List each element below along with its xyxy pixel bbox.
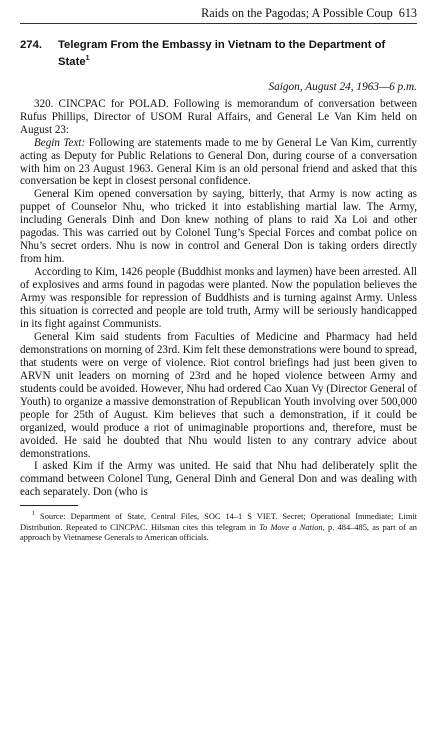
paragraph: According to Kim, 1426 people (Buddhist monks and laymen) have been arrested. All of explosives and arms found in pagodas were planted. Now the population believes the Army was responsible for repression of Buddhists and is turning against Army. Unless this situation is corrected and people are told truth, Army will be seriously handicapped in its fight against Communists.	[20, 266, 417, 330]
paragraph-text: Following are statements made to me by General Le Van Kim, currently acting as Deputy for Public Relations to General Don, during course of a conversation with him on 23 August 1963. General Kim is an old personal friend and asked that this conversation be kept in closest personal confidence.	[20, 136, 417, 188]
paragraph: I asked Kim if the Army was united. He said that Nhu had deliberately split the command between Colonel Tung, General Dinh and General Don and was dealing with each separately. Don (who is	[20, 460, 417, 499]
paragraph: General Kim opened conversation by saying, bitterly, that Army is now acting as puppet of Counselor Nhu, who tricked it into establishing martial law. The Army, including Generals Dinh and Don knew nothing of plans to raid Xa Loi and other pagodas. This was carried out by Colonel Tung’s Special Forces and combat police on Nhu’s secret orders. Nhu is now in control and General Don is taking orders directly from him.	[20, 188, 417, 266]
paragraph: General Kim said students from Faculties of Medicine and Pharmacy had held demonstrations on morning of 23rd. Kim felt these demonstrations were bound to spread, that students were on verge of violence. Riot control briefings had just been given to ARVN unit leaders on morning of 23rd and he hoped violence between Army and students could be avoided. However, Nhu had ordered Cao Xuan Vy (Director General of Youth) to organize a massive demonstration of Republican Youth involving over 500,000 people for 25th of August. Kim believes that such a demonstration, if it could be organized, would produce a riot of unimaginable proportions and, therefore, must be avoided. He said he doubted that Nhu would listen to any contrary advice about demonstrations.	[20, 330, 417, 460]
paragraph: 320. CINCPAC for POLAD. Following is memorandum of conversation between Rufus Phillips, Director of USOM Rural Affairs, and General Le Van Kim held on August 23:	[20, 97, 417, 136]
begin-text-label: Begin Text:	[34, 136, 86, 149]
footnote-book-title: To Move a Nation	[259, 522, 323, 532]
paragraph	[20, 137, 417, 189]
running-head	[20, 6, 417, 24]
footnote-text: Source: Department of State, Central Files, SOC 14–1 S VIET. Secret; Operational Immediate; Limit Distribution. Repeated to CINCPAC. Hilsman cites this telegram in	[20, 512, 417, 532]
footnote-text-end: , p. 484–485, as part of an approach by Vietnamese Generals to American officials.	[20, 522, 417, 542]
footnote-mark: 1	[32, 511, 35, 518]
document-heading	[20, 38, 417, 69]
document-title: Telegram From the Embassy in Vietnam to the Department of State	[58, 39, 386, 68]
footnote-divider	[20, 505, 78, 506]
running-head-title: Raids on the Pagodas; A Possible Coup	[201, 6, 393, 20]
document-title-wrap	[58, 38, 417, 69]
document-number: 274.	[20, 39, 42, 51]
page-number: 613	[398, 6, 417, 20]
footnote-reference: 1	[85, 55, 90, 62]
footnote	[20, 509, 417, 543]
dateline: Saigon, August 24, 1963—6 p.m.	[268, 80, 417, 93]
body-text	[20, 98, 417, 500]
